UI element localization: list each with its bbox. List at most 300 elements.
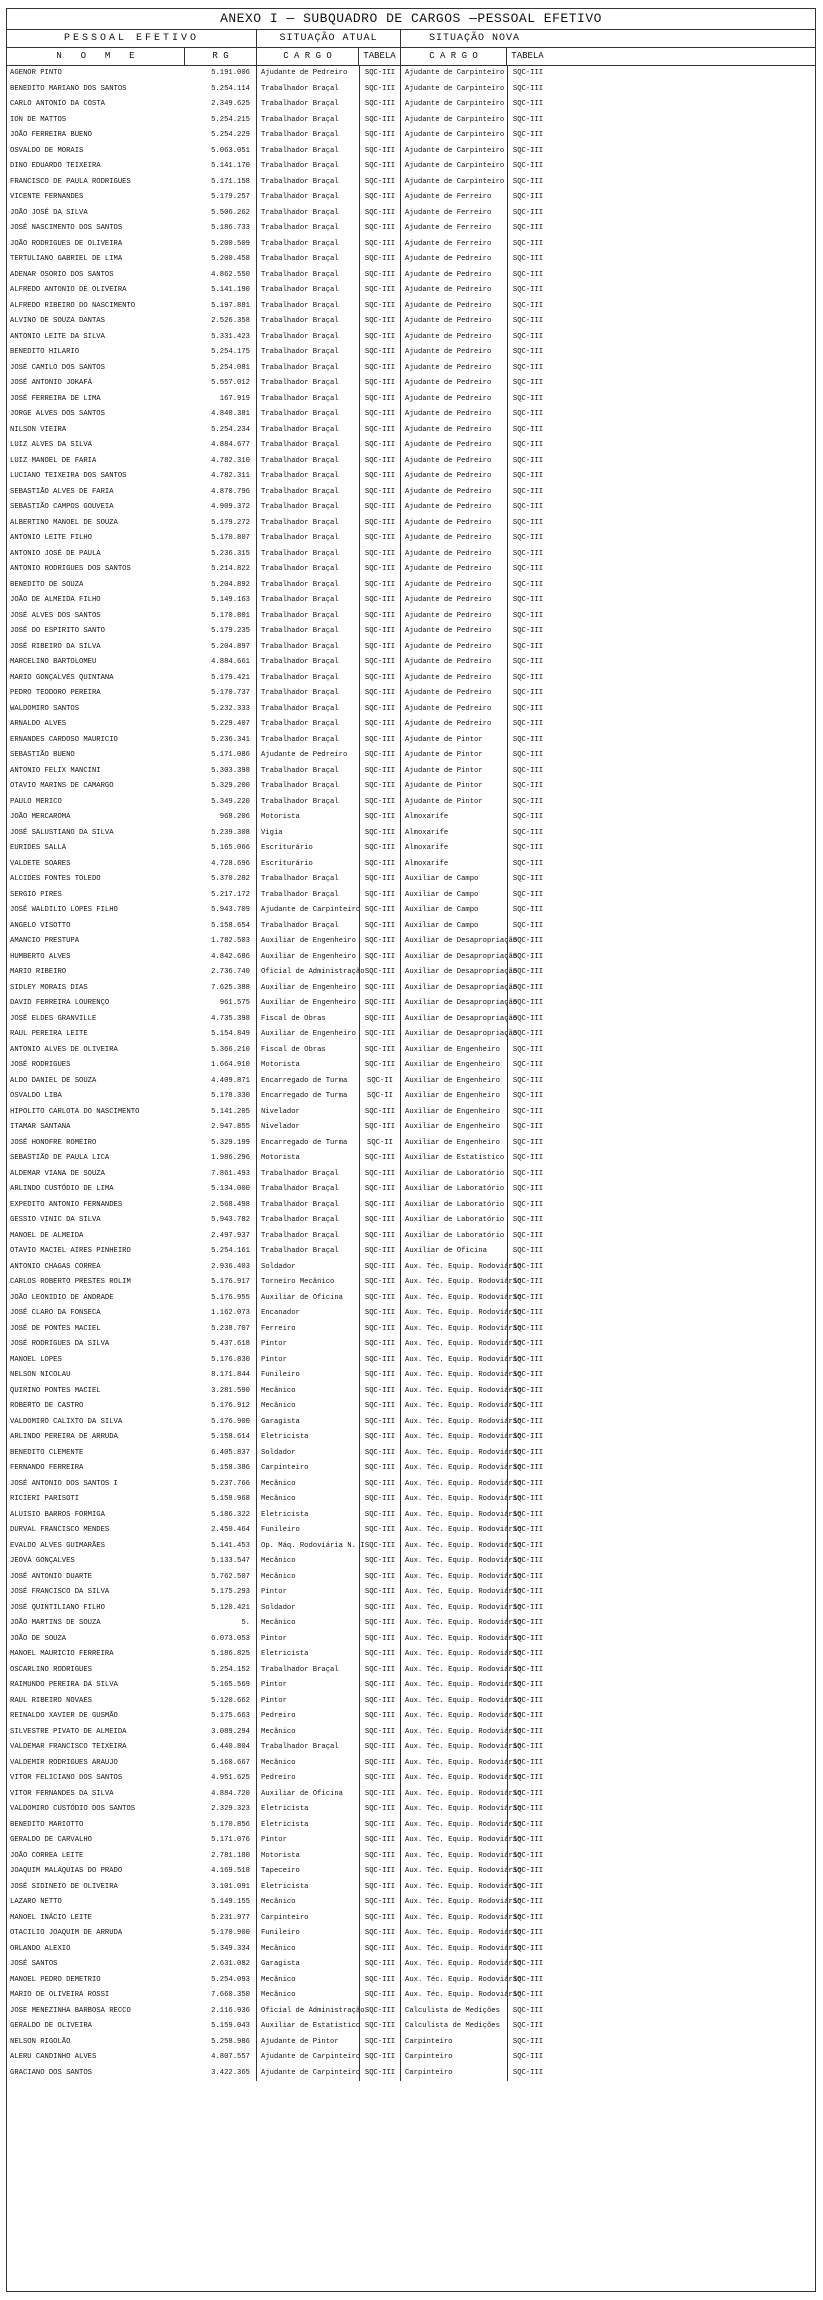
table-row <box>7 376 815 392</box>
cargo-nova-cell: Aux. Téc. Equip. Rodoviário <box>405 1464 522 1472</box>
tabela-atual-cell: SQC-III <box>359 1787 401 1803</box>
cargo-atual-cell: Oficial de Administração <box>261 2006 365 2015</box>
tabela-atual-cell: SQC-III <box>359 1632 401 1648</box>
table-row <box>7 1291 815 1307</box>
table-row <box>7 1244 815 1260</box>
cargo-atual-cell: Trabalhador Braçal <box>261 441 339 449</box>
nome-cell: VALDOMIRO CALIXTO DA SILVA <box>10 1417 123 1426</box>
tabela-atual-cell: SQC-III <box>359 2035 401 2051</box>
rg-cell: 5.165.066 <box>185 841 257 857</box>
cargo-atual-cell: Op. Máq. Rodoviária N. I <box>261 1541 365 1550</box>
cargo-nova-cell: Aux. Téc. Equip. Rodoviário <box>405 1991 522 1999</box>
cargo-nova-cell: Aux. Téc. Equip. Rodoviário <box>405 1743 522 1751</box>
table-row <box>7 1570 815 1586</box>
cargo-nova-cell: Ajudante de Pintor <box>405 766 483 775</box>
nome-cell: SEBASTIÃO DE PAULA LICA <box>10 1154 110 1162</box>
cargo-atual-cell: Ajudante de Carpinteiro <box>261 906 361 914</box>
rg-cell: 167.919 <box>185 392 257 408</box>
cargo-atual-cell: Mecânico <box>261 1975 296 1984</box>
table-row <box>7 1027 815 1043</box>
cargo-atual-cell: Trabalhador Braçal <box>261 239 339 248</box>
nome-cell: EVALDO ALVES GUIMARÃES <box>10 1541 105 1550</box>
rg-cell: 5.254.161 <box>185 1244 257 1260</box>
nome-cell: SILVESTRE PIVATO DE ALMEIDA <box>10 1727 127 1736</box>
table-row <box>7 1926 815 1942</box>
cargo-nova-cell: Auxiliar de Laboratório <box>405 1200 505 1209</box>
tabela-nova-cell: SQC-III <box>507 438 548 454</box>
table-row <box>7 1833 815 1849</box>
tabela-nova-cell: SQC-III <box>507 1058 548 1074</box>
table-row <box>7 1880 815 1896</box>
table-row <box>7 1477 815 1493</box>
tabela-atual-cell: SQC-III <box>359 1911 401 1927</box>
table-row <box>7 593 815 609</box>
tabela-atual-cell: SQC-III <box>359 981 401 997</box>
tabela-atual-cell: SQC-III <box>359 221 401 237</box>
tabela-atual-cell: SQC-III <box>359 1151 401 1167</box>
table-row <box>7 1105 815 1121</box>
tabela-nova-cell: SQC-III <box>507 190 548 206</box>
tabela-nova-cell: SQC-III <box>507 1988 548 2004</box>
cargo-atual-cell: Eletricista <box>261 1882 309 1891</box>
nome-cell: JOSÉ ELDES GRANVILLE <box>10 1014 97 1023</box>
rg-cell: 6.405.837 <box>185 1446 257 1462</box>
rg-cell: 4.884.720 <box>185 1787 257 1803</box>
cargo-atual-cell: Mecânico <box>261 1402 296 1410</box>
cargo-atual-cell: Trabalhador Braçal <box>261 177 339 186</box>
table-row <box>7 469 815 485</box>
rg-cell: 5.254.229 <box>185 128 257 144</box>
nome-cell: ALDO DANIEL DE SOUZA <box>10 1076 97 1085</box>
tabela-nova-cell: SQC-III <box>507 810 548 826</box>
cargo-atual-cell: Trabalhador Braçal <box>261 766 339 775</box>
tabela-nova-cell: SQC-III <box>507 1415 548 1431</box>
cargo-nova-cell: Aux. Téc. Equip. Rodoviário <box>405 1340 522 1348</box>
table-row <box>7 82 815 98</box>
cargo-nova-cell: Aux. Téc. Equip. Rodoviário <box>405 1557 522 1565</box>
tabela-atual-cell: SQC-III <box>359 578 401 594</box>
table-row <box>7 1678 815 1694</box>
tabela-nova-cell: SQC-III <box>507 1833 548 1849</box>
rg-cell: 4.782.311 <box>185 469 257 485</box>
tabela-atual-cell: SQC-III <box>359 1818 401 1834</box>
nome-cell: JOSÉ FRANCISCO DA SILVA <box>10 1588 110 1596</box>
cargo-atual-cell: Trabalhador Braçal <box>261 534 339 542</box>
table-row <box>7 1399 815 1415</box>
tabela-nova-cell: SQC-III <box>507 1182 548 1198</box>
table-row <box>7 1337 815 1353</box>
nome-cell: MANOEL PEDRO DEMETRIO <box>10 1975 101 1984</box>
rg-cell: 5.176.955 <box>185 1291 257 1307</box>
table-row <box>7 1725 815 1741</box>
tabela-atual-cell: SQC-III <box>359 1244 401 1260</box>
tabela-atual-cell: SQC-III <box>359 1942 401 1958</box>
nome-cell: AGENOR PINTO <box>10 69 62 77</box>
nome-cell: OTAVIO MARINS DE CAMARGO <box>10 782 114 790</box>
cargo-nova-cell: Auxiliar de Desapropriação <box>405 983 518 992</box>
cargo-atual-cell: Vigia <box>261 828 283 837</box>
tabela-nova-cell: SQC-III <box>507 2066 548 2082</box>
nome-cell: VITOR FERNANDES DA SILVA <box>10 1789 114 1798</box>
cargo-nova-cell: Ajudante de Pedreiro <box>405 487 492 496</box>
table-row <box>7 175 815 191</box>
nome-cell: VALDOMIRO CUSTÓDIO DOS SANTOS <box>10 1805 136 1813</box>
rg-cell: 5.237.766 <box>185 1477 257 1493</box>
rg-cell: 5.238.707 <box>185 1322 257 1338</box>
cargo-nova-cell: Ajudante de Pedreiro <box>405 720 492 728</box>
cargo-nova-cell: Ajudante de Pedreiro <box>405 332 492 341</box>
table-row <box>7 2035 815 2051</box>
tabela-nova-cell: SQC-III <box>507 1244 548 1260</box>
tabela-nova-cell: SQC-III <box>507 888 548 904</box>
header-tabela-nova: TABELA <box>511 51 544 61</box>
rg-cell: 5.141.170 <box>185 159 257 175</box>
cargo-atual-cell: Trabalhador Braçal <box>261 348 339 356</box>
nome-cell: OSVALDO LIBA <box>10 1092 62 1100</box>
tabela-atual-cell: SQC-III <box>359 996 401 1012</box>
cargo-atual-cell: Trabalhador Braçal <box>261 286 339 294</box>
cargo-atual-cell: Eletricista <box>261 1650 309 1658</box>
tabela-atual-cell: SQC-III <box>359 2050 401 2066</box>
cargo-nova-cell: Ajudante de Pedreiro <box>405 348 492 356</box>
cargo-atual-cell: Trabalhador Braçal <box>261 518 339 527</box>
header-tabela-atual: TABELA <box>359 48 401 65</box>
cargo-atual-cell: Ajudante de Pedreiro <box>261 751 348 759</box>
rg-cell: 4.840.381 <box>185 407 257 423</box>
tabela-nova-cell: SQC-III <box>507 1368 548 1384</box>
cargo-atual-cell: Pintor <box>261 1588 287 1596</box>
cargo-atual-cell: Escriturário <box>261 859 313 868</box>
table-row <box>7 1663 815 1679</box>
tabela-nova-cell: SQC-III <box>507 764 548 780</box>
tabela-nova-cell: SQC-III <box>507 1508 548 1524</box>
cargo-atual-cell: Auxiliar de Engenheiro <box>261 983 356 992</box>
cargo-nova-cell: Aux. Téc. Equip. Rodoviário <box>405 1402 522 1410</box>
nome-cell: JOSÉ RODRIGUES DA SILVA <box>10 1340 110 1348</box>
tabela-atual-cell: SQC-III <box>359 531 401 547</box>
cargo-atual-cell: Auxiliar de Engenheiro <box>261 1030 356 1038</box>
cargo-atual-cell: Fiscal de Obras <box>261 1014 326 1023</box>
nome-cell: JOÃO MARTINS DE SOUZA <box>10 1619 101 1627</box>
cargo-atual-cell: Motorista <box>261 813 300 821</box>
rg-cell: 5.204.897 <box>185 640 257 656</box>
cargo-atual-cell: Trabalhador Braçal <box>261 921 339 930</box>
header-situacao-atual: SITUAÇÃO ATUAL <box>257 30 401 47</box>
rg-cell: 5.254.175 <box>185 345 257 361</box>
cargo-nova-cell: Auxiliar de Desapropriação <box>405 1030 518 1038</box>
rg-cell: 5.179.272 <box>185 516 257 532</box>
rg-cell: 5.349.334 <box>185 1942 257 1958</box>
cargo-atual-cell: Trabalhador Braçal <box>261 611 339 620</box>
header-rg: R G <box>185 48 257 65</box>
rg-cell: 4.735.398 <box>185 1012 257 1028</box>
cargo-atual-cell: Motorista <box>261 1851 300 1860</box>
table-row <box>7 2066 815 2082</box>
tabela-atual-cell: SQC-III <box>359 1105 401 1121</box>
rg-cell: 5.204.892 <box>185 578 257 594</box>
cargo-atual-cell: Trabalhador Braçal <box>261 332 339 341</box>
rg-cell: 3.422.365 <box>185 2066 257 2082</box>
tabela-nova-cell: SQC-III <box>507 299 548 315</box>
table-row <box>7 1012 815 1028</box>
cargo-nova-cell: Carpinteiro <box>405 2068 453 2077</box>
cargo-atual-cell: Mecânico <box>261 1495 296 1503</box>
tabela-atual-cell: SQC-III <box>359 686 401 702</box>
tabela-atual-cell: SQC-III <box>359 82 401 98</box>
table-row <box>7 159 815 175</box>
rg-cell: 1.782.503 <box>185 934 257 950</box>
cargo-atual-cell: Trabalhador Braçal <box>261 394 339 403</box>
tabela-atual-cell: SQC-III <box>359 1306 401 1322</box>
tabela-nova-cell: SQC-III <box>507 640 548 656</box>
cargo-atual-cell: Trabalhador Braçal <box>261 472 339 480</box>
tabela-nova-cell: SQC-III <box>507 1694 548 1710</box>
cargo-nova-cell: Almoxarife <box>405 859 449 868</box>
cargo-nova-cell: Ajudante de Pintor <box>405 751 483 759</box>
tabela-atual-cell: SQC-III <box>359 1957 401 1973</box>
tabela-atual-cell: SQC-III <box>359 1213 401 1229</box>
rg-cell: 5.133.547 <box>185 1554 257 1570</box>
rg-cell: 5.160.667 <box>185 1756 257 1772</box>
rg-cell: 5.175.293 <box>185 1585 257 1601</box>
cargo-nova-cell: Aux. Téc. Equip. Rodoviário <box>405 1324 522 1333</box>
nome-cell: FRANCISCO DE PAULA RODRIGUES <box>10 177 131 186</box>
rg-cell: 1.162.073 <box>185 1306 257 1322</box>
tabela-atual-cell: SQC-III <box>359 190 401 206</box>
rg-cell: 5.159.043 <box>185 2019 257 2035</box>
header-pessoal-efetivo: PESSOAL EFETIVO <box>7 30 257 47</box>
cargo-nova-cell: Auxiliar de Desapropriação <box>405 968 518 976</box>
cargo-atual-cell: Encarregado de Turma <box>261 1138 348 1147</box>
cargo-atual-cell: Trabalhador Braçal <box>261 1665 339 1674</box>
table-row <box>7 221 815 237</box>
cargo-atual-cell: Funileiro <box>261 1371 300 1379</box>
tabela-nova-cell: SQC-III <box>507 2019 548 2035</box>
tabela-atual-cell: SQC-III <box>359 268 401 284</box>
tabela-atual-cell: SQC-III <box>359 1043 401 1059</box>
nome-cell: ARNALDO ALVES <box>10 720 67 728</box>
cargo-nova-cell: Ajudante de Pedreiro <box>405 503 492 511</box>
cargo-atual-cell: Trabalhador Braçal <box>261 658 339 666</box>
table-row <box>7 1585 815 1601</box>
tabela-nova-cell: SQC-III <box>507 82 548 98</box>
table-row <box>7 1957 815 1973</box>
nome-cell: JOSÉ CAMILO DOS SANTOS <box>10 363 105 372</box>
cargo-nova-cell: Calculista de Medições <box>405 2022 500 2030</box>
nome-cell: AMANCIO PRESTUPA <box>10 937 80 945</box>
rg-cell: 6.073.053 <box>185 1632 257 1648</box>
nome-cell: PAULO MERICO <box>10 797 62 806</box>
table-row <box>7 1322 815 1338</box>
table-row <box>7 934 815 950</box>
nome-cell: ARLINDO PEREIRA DE ARRUDA <box>10 1433 118 1441</box>
cargo-atual-cell: Trabalhador Braçal <box>261 131 339 139</box>
rg-cell: 5.191.006 <box>185 66 257 82</box>
cargo-nova-cell: Ajudante de Pedreiro <box>405 441 492 449</box>
cargo-nova-cell: Ajudante de Ferreiro <box>405 193 492 201</box>
tabela-atual-cell: SQC-III <box>359 950 401 966</box>
rg-cell: 5. <box>185 1616 257 1632</box>
rg-cell: 5.229.407 <box>185 717 257 733</box>
tabela-atual-cell: SQC-III <box>359 1198 401 1214</box>
table-row <box>7 562 815 578</box>
tabela-nova-cell: SQC-III <box>507 593 548 609</box>
table-row <box>7 438 815 454</box>
rg-cell: 5.254.215 <box>185 113 257 129</box>
nome-cell: ARLINDO CUSTÓDIO DE LIMA <box>10 1185 114 1193</box>
cargo-nova-cell: Ajudante de Pedreiro <box>405 317 492 325</box>
nome-cell: JOÃO FERREIRA BUENO <box>10 131 92 139</box>
cargo-atual-cell: Ajudante de Pedreiro <box>261 69 348 77</box>
tabela-nova-cell: SQC-III <box>507 1942 548 1958</box>
cargo-nova-cell: Auxiliar de Campo <box>405 921 479 930</box>
rg-cell: 5.366.210 <box>185 1043 257 1059</box>
cargo-atual-cell: Encarregado de Turma <box>261 1076 348 1085</box>
rg-cell: 5.170.801 <box>185 609 257 625</box>
tabela-nova-cell: SQC-III <box>507 531 548 547</box>
tabela-nova-cell: SQC-III <box>507 237 548 253</box>
cargo-atual-cell: Mecânico <box>261 1727 296 1736</box>
tabela-atual-cell: SQC-III <box>359 547 401 563</box>
tabela-atual-cell: SQC-III <box>359 717 401 733</box>
cargo-nova-cell: Aux. Téc. Equip. Rodoviário <box>405 1634 522 1643</box>
cargo-atual-cell: Trabalhador Braçal <box>261 890 339 899</box>
rg-cell: 5.176.912 <box>185 1399 257 1415</box>
rg-cell: 4.782.310 <box>185 454 257 470</box>
cargo-atual-cell: Trabalhador Braçal <box>261 704 339 713</box>
rg-cell: 5.158.968 <box>185 1492 257 1508</box>
nome-cell: VALDEMAR FRANCISCO TEIXEIRA <box>10 1743 127 1751</box>
cargo-atual-cell: Trabalhador Braçal <box>261 673 339 682</box>
cargo-nova-cell: Ajudante de Pedreiro <box>405 565 492 573</box>
tabela-nova-cell: SQC-III <box>507 1430 548 1446</box>
cargo-atual-cell: Auxiliar de Engenheiro <box>261 937 356 945</box>
table-row <box>7 795 815 811</box>
table-row <box>7 190 815 206</box>
tabela-atual-cell: SQC-III <box>359 252 401 268</box>
tabela-atual-cell: SQC-III <box>359 1012 401 1028</box>
tabela-atual-cell: SQC-III <box>359 1182 401 1198</box>
tabela-nova-cell: SQC-III <box>507 1337 548 1353</box>
tabela-nova-cell: SQC-III <box>507 283 548 299</box>
tabela-atual-cell: SQC-III <box>359 934 401 950</box>
tabela-nova-cell: SQC-III <box>507 1973 548 1989</box>
cargo-nova-cell: Ajudante de Pedreiro <box>405 549 492 558</box>
tabela-atual-cell: SQC-III <box>359 1694 401 1710</box>
nome-cell: SERGIO PIRES <box>10 890 62 899</box>
tabela-atual-cell: SQC-III <box>359 1833 401 1849</box>
nome-cell: ALCIDES FONTES TOLEDO <box>10 875 101 883</box>
tabela-atual-cell: SQC-III <box>359 888 401 904</box>
rg-cell: 5.254.234 <box>185 423 257 439</box>
tabela-nova-cell: SQC-III <box>507 578 548 594</box>
tabela-nova-cell: SQC-III <box>507 113 548 129</box>
table-row <box>7 1601 815 1617</box>
rg-cell: 5.331.423 <box>185 330 257 346</box>
cargo-nova-cell: Aux. Téc. Equip. Rodoviário <box>405 1681 522 1689</box>
tabela-atual-cell: SQC-III <box>359 1926 401 1942</box>
tabela-nova-cell: SQC-III <box>507 2035 548 2051</box>
tabela-nova-cell: SQC-III <box>507 1864 548 1880</box>
nome-cell: OSVALDO DE MORAIS <box>10 146 84 155</box>
nome-cell: DINO EDUARDO TEIXEIRA <box>10 162 101 170</box>
cargo-nova-cell: Aux. Téc. Equip. Rodoviário <box>405 1758 522 1767</box>
nome-cell: EXPEDITO ANTONIO FERNANDES <box>10 1200 123 1209</box>
tabela-atual-cell: SQC-II <box>359 1089 401 1105</box>
tabela-atual-cell: SQC-III <box>359 376 401 392</box>
nome-cell: GESSIO VINIC DA SILVA <box>10 1216 101 1224</box>
tabela-atual-cell: SQC-III <box>359 1260 401 1276</box>
table-row <box>7 1384 815 1400</box>
tabela-nova-cell: SQC-III <box>507 1880 548 1896</box>
cargo-atual-cell: Trabalhador Braçal <box>261 270 339 279</box>
table-row <box>7 764 815 780</box>
tabela-atual-cell: SQC-III <box>359 1895 401 1911</box>
tabela-nova-cell: SQC-III <box>507 1027 548 1043</box>
cargo-atual-cell: Trabalhador Braçal <box>261 487 339 496</box>
table-row <box>7 903 815 919</box>
tabela-atual-cell: SQC-III <box>359 1539 401 1555</box>
nome-cell: CARLOS ROBERTO PRESTES ROLIM <box>10 1278 131 1286</box>
cargo-nova-cell: Aux. Téc. Equip. Rodoviário <box>405 1774 522 1782</box>
tabela-atual-cell: SQC-III <box>359 175 401 191</box>
rg-cell: 3.101.091 <box>185 1880 257 1896</box>
nome-cell: JOSÉ WALDILIO LOPES FILHO <box>10 906 118 914</box>
cargo-nova-cell: Ajudante de Pedreiro <box>405 596 492 604</box>
tabela-nova-cell: SQC-III <box>507 407 548 423</box>
nome-cell: ANTONIO CHAGAS CORREA <box>10 1262 101 1271</box>
nome-cell: MANOEL LOPES <box>10 1355 62 1364</box>
rg-cell: 2.349.625 <box>185 97 257 113</box>
rg-cell: 2.936.403 <box>185 1260 257 1276</box>
table-row <box>7 1260 815 1276</box>
cargo-nova-cell: Auxiliar de Laboratório <box>405 1169 505 1178</box>
cargo-atual-cell: Trabalhador Braçal <box>261 642 339 651</box>
rg-cell: 5.120.662 <box>185 1694 257 1710</box>
tabela-nova-cell: SQC-III <box>507 376 548 392</box>
cargo-atual-cell: Escriturário <box>261 844 313 852</box>
nome-cell: ANTONIO FELIX MANCINI <box>10 766 101 775</box>
table-row <box>7 1911 815 1927</box>
rg-cell: 5.170.856 <box>185 1818 257 1834</box>
cargo-nova-cell: Aux. Téc. Equip. Rodoviário <box>405 1309 522 1317</box>
tabela-nova-cell: SQC-III <box>507 1151 548 1167</box>
header-situacao-nova: SITUAÇÃO NOVA <box>428 33 520 44</box>
tabela-atual-cell: SQC-III <box>359 1120 401 1136</box>
tabela-atual-cell: SQC-III <box>359 392 401 408</box>
cargo-atual-cell: Auxiliar de Estatistico <box>261 2022 361 2030</box>
table-row <box>7 779 815 795</box>
nome-cell: LUIZ MANOEL DE FARIA <box>10 456 97 465</box>
cargo-atual-cell: Mecânico <box>261 1898 296 1906</box>
tabela-nova-cell: SQC-III <box>507 934 548 950</box>
nome-cell: BENEDITO DE SOUZA <box>10 580 84 589</box>
nome-cell: JOSÉ SALUSTIANO DA SILVA <box>10 828 114 837</box>
cargo-nova-cell: Aux. Téc. Equip. Rodoviário <box>405 1495 522 1503</box>
nome-cell: OTACILIO JOAQUIM DE ARRUDA <box>10 1929 123 1937</box>
rg-cell: 2.781.180 <box>185 1849 257 1865</box>
rg-cell: 6.440.804 <box>185 1740 257 1756</box>
cargo-atual-cell: Trabalhador Braçal <box>261 1231 339 1240</box>
rg-cell: 4.909.372 <box>185 500 257 516</box>
rg-cell: 5.197.881 <box>185 299 257 315</box>
cargo-nova-cell: Carpinteiro <box>405 2053 453 2061</box>
cargo-atual-cell: Eletricista <box>261 1433 309 1441</box>
rg-cell: 5.141.205 <box>185 1105 257 1121</box>
tabela-atual-cell: SQC-III <box>359 1027 401 1043</box>
cargo-nova-cell: Ajudante de Pedreiro <box>405 518 492 527</box>
cargo-nova-cell: Auxiliar de Engenheiro <box>405 1123 500 1131</box>
